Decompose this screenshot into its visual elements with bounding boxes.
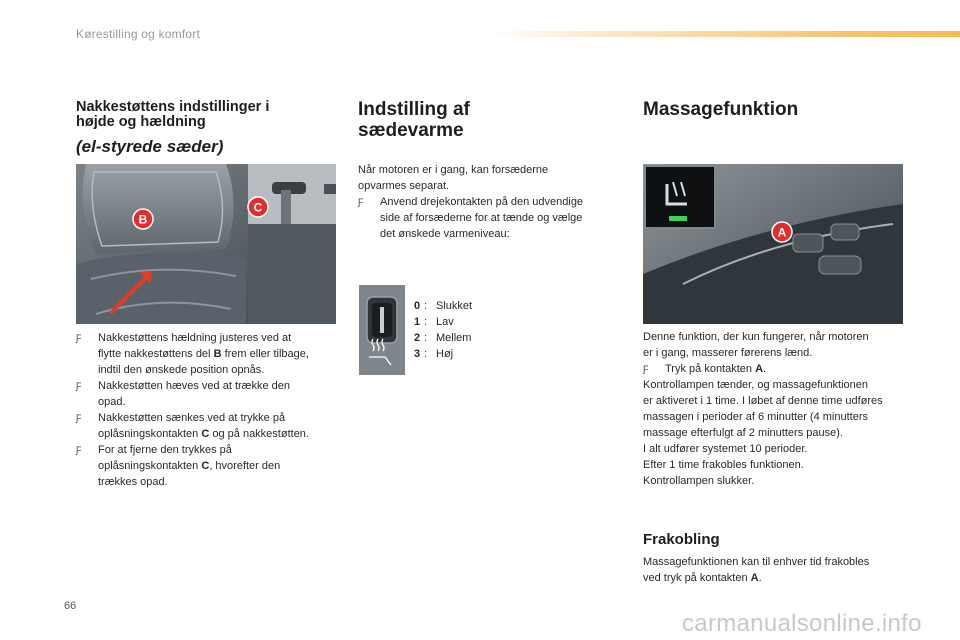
page-number: 66 [64,600,77,612]
disconnect-title: Frakobling [643,531,720,548]
level-row: 2 : Mellem [414,332,472,344]
header-gradient-bar [488,31,960,37]
headrest-photo [76,164,336,324]
bullet-icon: Ƒ [76,333,82,343]
watermark: carmanualsonline.info [682,610,922,637]
headrest-instructions [76,330,346,490]
level-row: 3 : Høj [414,348,454,360]
headrest-subtitle: (el-styrede sæder) [76,137,224,156]
bullet-item: Ƒ Anvend drejekontakten på den udvendige side af forsæderne for at tænde og vælge det ønskede varmeniveau: [358,196,584,240]
massage-title: Massagefunktion [643,99,799,120]
headrest-title: Nakkestøttens indstillinger i højde og hældning [76,99,270,130]
bullet-icon: Ƒ [76,413,82,423]
level-row: 0 : Slukket [414,300,473,312]
bullet-item: Ƒ Tryk på kontakten A. [643,363,767,375]
bullet-icon: Ƒ [643,364,649,374]
label-c: C [253,200,263,215]
bullet-item: Ƒ Nakkestøtten hæves ved at trække den opad. [76,380,290,408]
massage-text: Denne funktion, der kun fungerer, når motoren er i gang, masserer førerens lænd. Ƒ Tryk på kontakten A. Kontrollampen tænder, og massagefunktionen er aktiveret i 1 time. I løbet af denne time udføres massagen i perioder af 6 minutter (4 minutters massage efterfulgt af 2 minutters pause). I alt udfører systemet 10 perioder. Efter 1 time frakobles funktionen. Kontrollampen slukker. [643,329,913,489]
label-a: A [777,225,787,240]
bullet-icon: Ƒ [76,381,82,391]
seat-heating-text: Når motoren er i gang, kan forsæderne opvarmes separat. Ƒ Anvend drejekontakten på den udvendige side af forsæderne for at tænde og vælge det ønskede varmeniveau: [358,162,620,242]
level-row: 1 : Lav [414,316,454,328]
bullet-icon: Ƒ [358,197,364,207]
bullet-item: Ƒ Nakkestøttens hældning justeres ved at flytte nakkestøttens del B frem eller tilbage, indtil den ønskede position opnås. [76,332,309,376]
label-b: B [138,212,148,227]
disconnect-text: Massagefunktionen kan til enhver tid frakobles ved tryk på kontakten A. [643,556,870,584]
bullet-icon: Ƒ [76,445,82,455]
seat-heating-title: Indstilling af sædevarme [358,99,470,141]
section-header: Kørestilling og komfort [76,27,200,41]
bullet-item: Ƒ For at fjerne den trykkes på oplåsningskontakten C, hvorefter den trækkes opad. [76,444,281,488]
heating-levels [414,298,472,362]
bullet-item: Ƒ Nakkestøtten sænkes ved at trykke på oplåsningskontakten C og på nakkestøtten. [76,412,309,440]
massage-photo [643,164,903,324]
heating-dial-photo [359,285,405,375]
